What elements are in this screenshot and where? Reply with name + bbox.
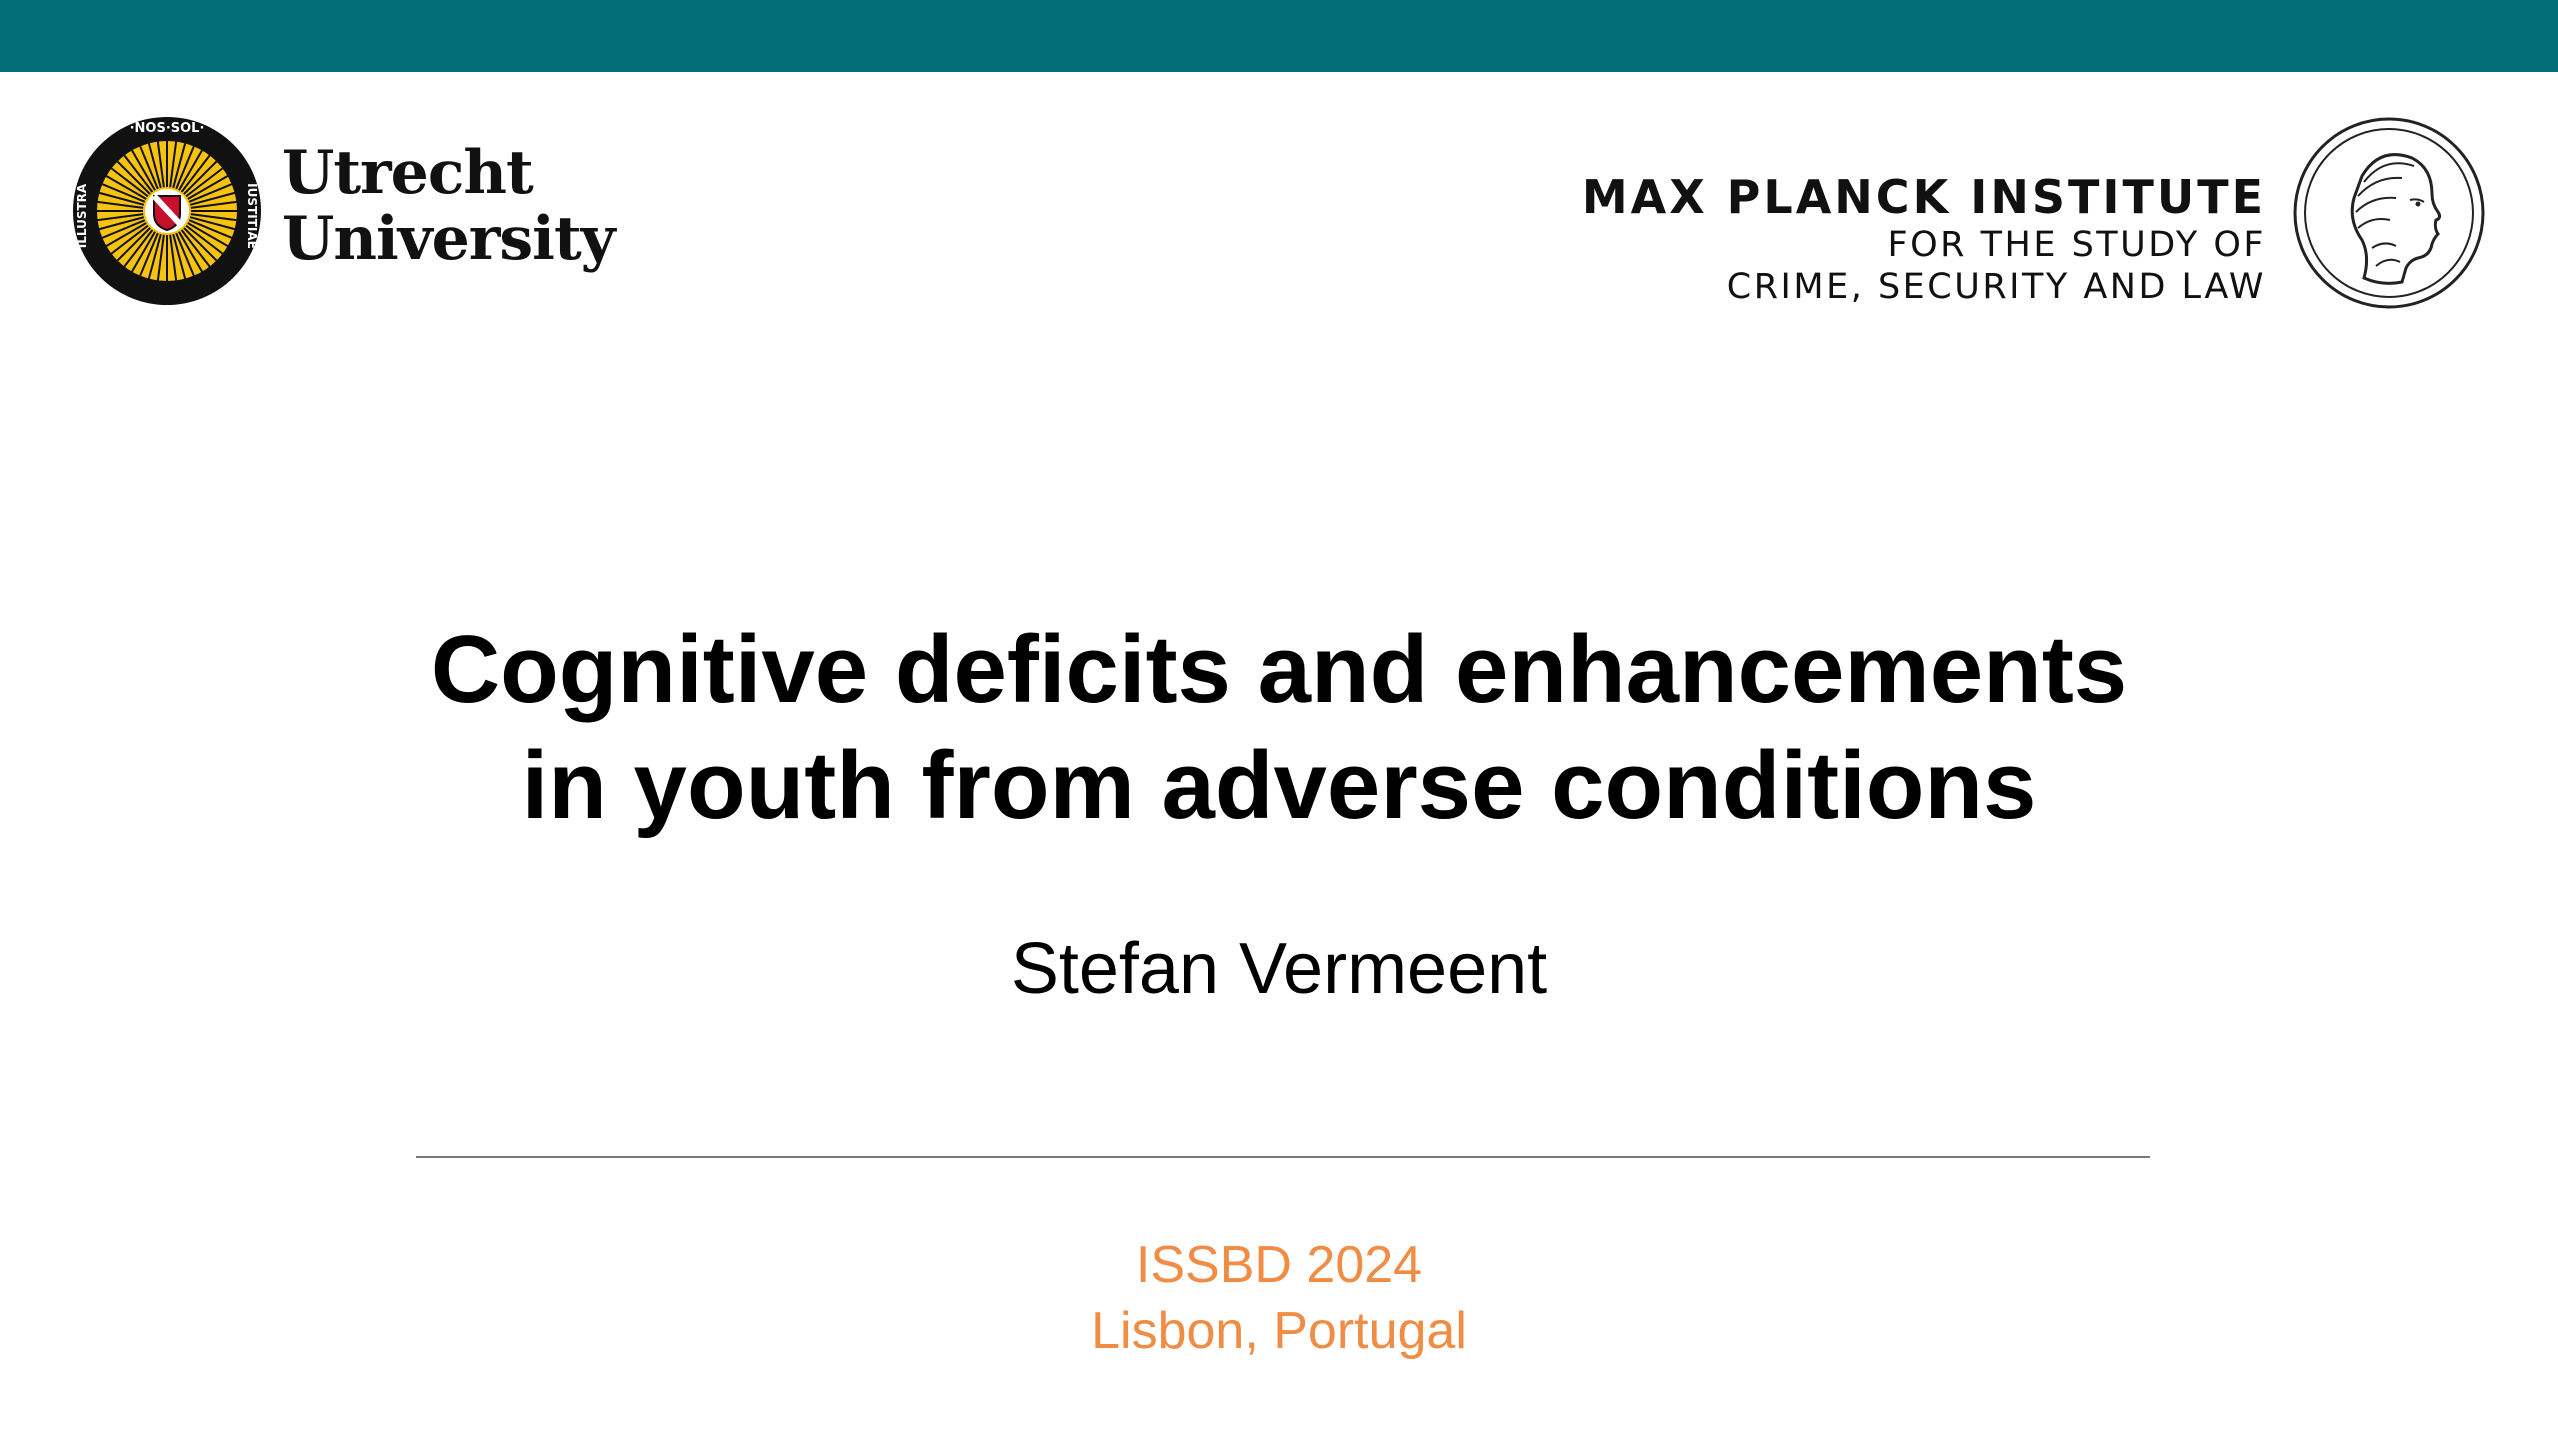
svg-text:IUSTITIAE: IUSTITIAE (245, 183, 259, 249)
utrecht-wordmark-line1: Utrecht (282, 138, 533, 208)
top-accent-bar (0, 0, 2558, 72)
utrecht-sun-seal-icon (72, 116, 262, 306)
author-name: Stefan Vermeent (1010, 929, 1548, 1009)
event-info (0, 1232, 2558, 1364)
mpi-subtitle-line2: CRIME, SECURITY AND LAW (1726, 267, 2266, 307)
max-planck-logo (1566, 116, 2486, 310)
slide-title (0, 612, 2558, 844)
divider-line (416, 1156, 2150, 1158)
utrecht-wordmark-line2: University (282, 204, 615, 274)
utrecht-university-logo (72, 116, 615, 306)
svg-text:ILLUSTRA: ILLUSTRA (75, 183, 89, 249)
mpi-subtitle-line1: FOR THE STUDY OF (1887, 225, 2266, 265)
svg-text:·NOS·SOL·: ·NOS·SOL· (129, 121, 205, 136)
slide-title-line2: in youth from adverse conditions (521, 732, 2037, 839)
minerva-seal-icon (2292, 116, 2486, 310)
event-location: Lisbon, Portugal (1091, 1302, 1467, 1360)
event-name: ISSBD 2024 (1135, 1236, 1423, 1294)
mpi-title: MAX PLANCK INSTITUTE (1581, 170, 2266, 224)
slide-title-line1: Cognitive deficits and enhancements (430, 616, 2128, 723)
